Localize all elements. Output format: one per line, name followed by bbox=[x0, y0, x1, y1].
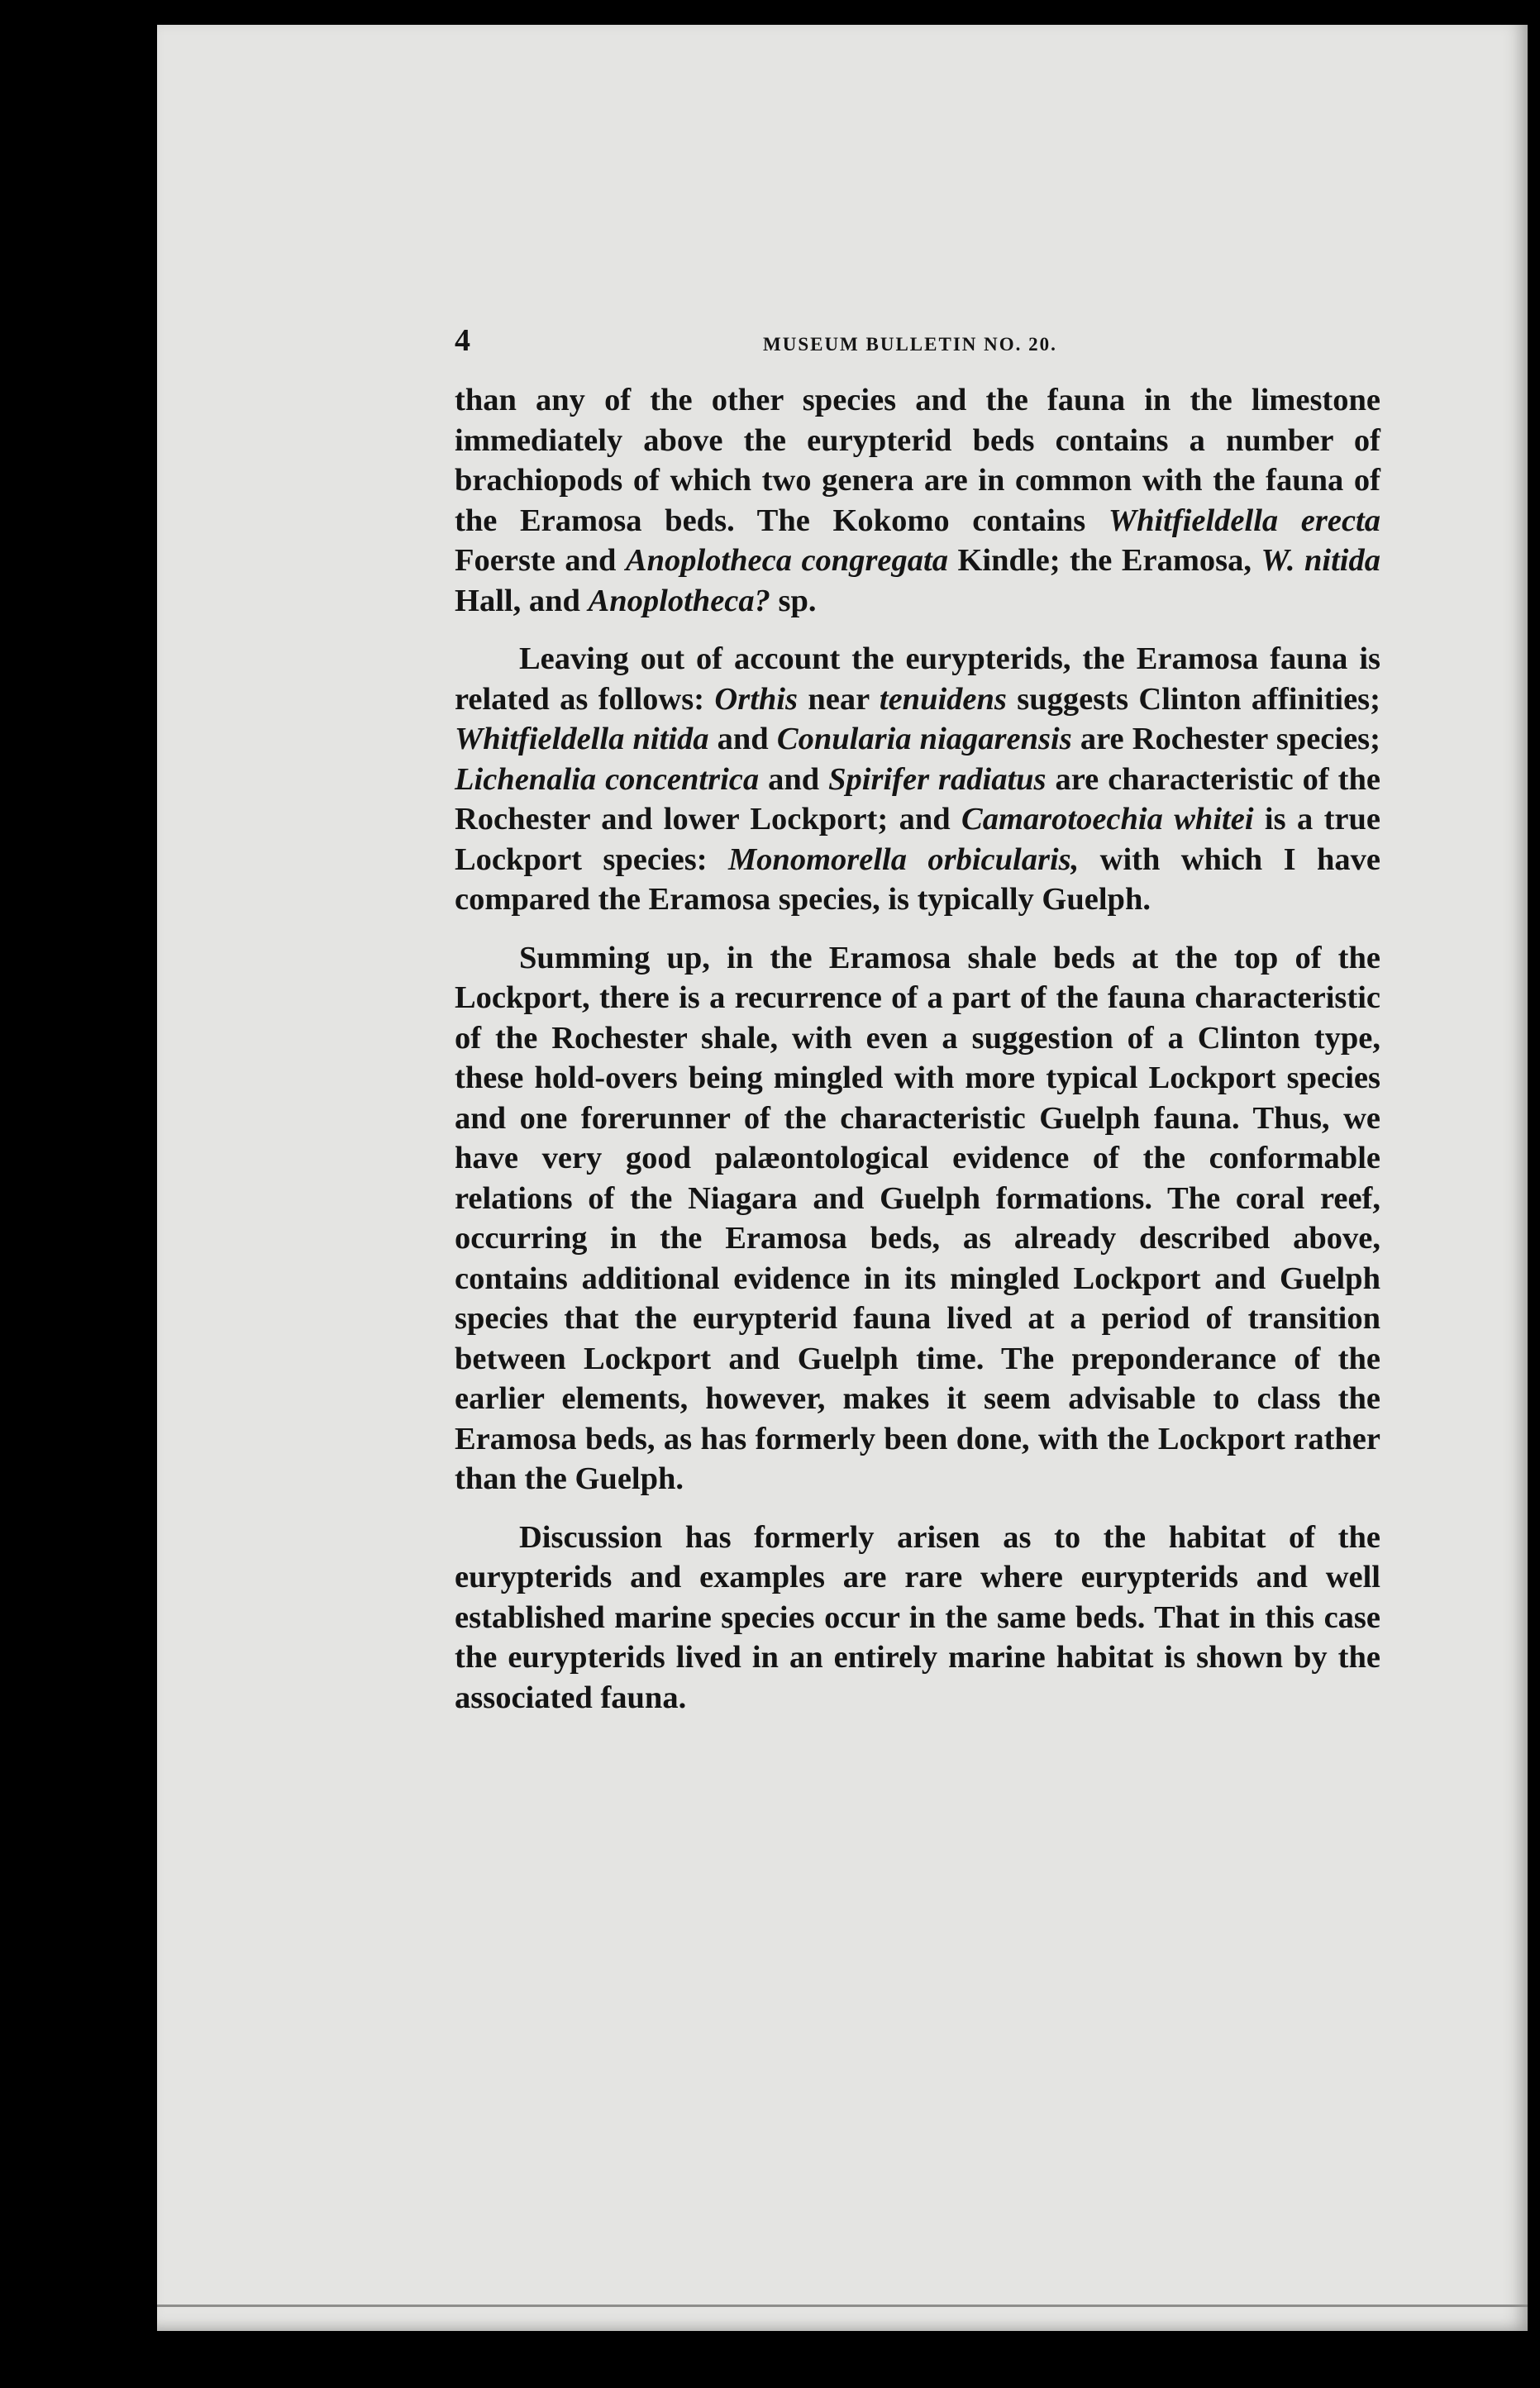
taxon-name: tenuidens bbox=[879, 681, 1007, 717]
paragraph-1 bbox=[455, 380, 1380, 621]
paragraph-3: Summing up, in the Eramosa shale beds at the top of the Lockport, there is a recurrence of a part of the fauna characteristic of the Rochester shale, with even a suggestion of a Clinton type, these hold-overs being mingled with more typical Lockport species and one forerunner of the characteristic Guelph fauna. Thus, we have very good palæontological evidence of the conformable relations of the Niagara and Guelph formations. The coral reef, occurring in the Eramosa beds, as already described above, contains additional evidence in its mingled Lockport and Guelph species that the eurypterid fauna lived at a period of transition between Lockport and Guelph time. The preponderance of the earlier elements, however, makes it seem advisable to class the Eramosa beds, as has formerly been done, with the Lockport rather than the Guelph. bbox=[455, 940, 1380, 1496]
taxon-name: Spirifer radiatus bbox=[828, 761, 1047, 797]
running-head bbox=[455, 322, 1380, 360]
text-run: and bbox=[759, 761, 829, 797]
taxon-name: Anoplotheca congregata bbox=[625, 543, 948, 578]
text-run: are characteristic of the Rochester and lower Lockport; and bbox=[455, 761, 1380, 837]
taxon-name: Orthis bbox=[714, 681, 798, 717]
text-run: Kindle; the Eramosa, bbox=[947, 543, 1261, 578]
text-run: near bbox=[797, 681, 880, 717]
header-title: MUSEUM BULLETIN NO. 20. bbox=[763, 334, 1057, 355]
text-run: suggests Clinton affinities; bbox=[1006, 681, 1380, 717]
text-run: Hall, and bbox=[455, 583, 589, 618]
taxon-name: Lichenalia concentrica bbox=[455, 761, 760, 797]
paragraph-4: Discussion has formerly arisen as to the habitat of the eurypterids and examples are rare where eurypterids and well established marine species occur in the same beds. That in this case the eurypterids lived in an entirely marine habitat is shown by the associated fauna. bbox=[455, 1519, 1380, 1715]
taxon-name: Anoplotheca? bbox=[588, 583, 770, 618]
taxon-name: W. nitida bbox=[1261, 543, 1380, 578]
text-run: than any of the other species and the fauna in the limestone immediately above the eurypterid beds contains a number of brachiopods of which two genera are in common with the fauna of the Eramosa beds. The Kokomo contains bbox=[455, 383, 1380, 538]
text-run: sp. bbox=[770, 583, 817, 618]
text-run: and bbox=[708, 722, 777, 756]
text-run: Leaving out of account the eurypterids, the Eramosa fauna is related as follows: bbox=[455, 641, 1380, 717]
page-bottom-edge bbox=[157, 2305, 1528, 2307]
text-run: Foerste and bbox=[455, 543, 626, 578]
taxon-name: Whitfieldella erecta bbox=[1108, 503, 1380, 538]
taxon-name: Monomorella orbicularis, bbox=[727, 841, 1080, 877]
text-run: is a true Lockport species: bbox=[455, 802, 1381, 877]
paragraph-2 bbox=[455, 639, 1380, 920]
page-content bbox=[455, 322, 1380, 1718]
taxon-name: Whitfieldella nitida bbox=[455, 722, 709, 756]
taxon-name: Conularia niagarensis bbox=[776, 722, 1072, 756]
taxon-name: Camarotoechia whitei bbox=[961, 802, 1254, 837]
text-run: are Rochester species; bbox=[1071, 722, 1380, 756]
page-number: 4 bbox=[455, 323, 470, 358]
text-run: with which I have compared the Eramosa species, is typically Guelph. bbox=[455, 841, 1380, 917]
